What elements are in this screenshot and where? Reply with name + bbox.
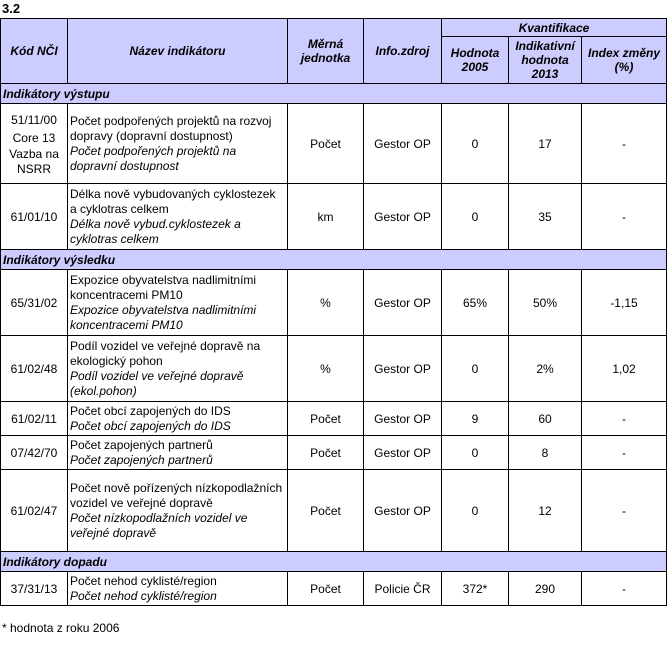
- cell-source: Gestor OP: [364, 270, 442, 336]
- cell-value-2005: 9: [442, 402, 509, 436]
- header-nazev: Název indikátoru: [68, 19, 288, 84]
- cell-source: Gestor OP: [364, 470, 442, 552]
- cell-index: -: [582, 572, 667, 606]
- cell-value-2013: 60: [509, 402, 582, 436]
- cell-name: Počet podpořených projektů na rozvoj dopravy (dopravní dostupnost) Počet podpořených projektů na dopravní dostupnost: [68, 104, 288, 184]
- cell-kod: 61/01/10: [1, 184, 68, 250]
- cell-kod: 37/31/13: [1, 572, 68, 606]
- cell-unit: %: [288, 336, 364, 402]
- section-vystupu: Indikátory výstupu: [1, 84, 667, 104]
- footnote: * hodnota z roku 2006: [2, 621, 120, 635]
- cell-value-2005: 0: [442, 436, 509, 470]
- header-info: Info.zdroj: [364, 19, 442, 84]
- cell-unit: Počet: [288, 436, 364, 470]
- cell-value-2005: 0: [442, 470, 509, 552]
- cell-source: Gestor OP: [364, 104, 442, 184]
- cell-value-2005: 0: [442, 184, 509, 250]
- cell-name: Počet obcí zapojených do IDS Počet obcí zapojených do IDS: [68, 402, 288, 436]
- cell-value-2013: 290: [509, 572, 582, 606]
- cell-index: -: [582, 184, 667, 250]
- cell-name: Podíl vozidel ve veřejné dopravě na ekologický pohon Podíl vozidel ve veřejné dopravě (ekol.pohon): [68, 336, 288, 402]
- cell-unit: Počet: [288, 104, 364, 184]
- cell-kod: 07/42/70: [1, 436, 68, 470]
- cell-value-2013: 17: [509, 104, 582, 184]
- cell-index: -: [582, 436, 667, 470]
- header-merna: Měrná jednotka: [288, 19, 364, 84]
- header-index: Index změny (%): [582, 37, 667, 84]
- cell-name: Počet zapojených partnerů Počet zapojených partnerů: [68, 436, 288, 470]
- cell-name: Počet nehod cyklisté/region Počet nehod cyklisté/region: [68, 572, 288, 606]
- cell-name: Délka nově vybudovaných cyklostezek a cyklotras celkem Délka nově vybud.cyklostezek a cyklotras celkem: [68, 184, 288, 250]
- cell-unit: km: [288, 184, 364, 250]
- section-vysledku: Indikátory výsledku: [1, 250, 667, 270]
- cell-kod: 61/02/47: [1, 470, 68, 552]
- cell-kod: 61/02/48: [1, 336, 68, 402]
- cell-index: -: [582, 402, 667, 436]
- table-row: [1, 402, 667, 436]
- cell-value-2013: 8: [509, 436, 582, 470]
- table-row: [1, 572, 667, 606]
- header-hodnota-2005: Hodnota 2005: [442, 37, 509, 84]
- table-row: [1, 270, 667, 336]
- table-row: [1, 104, 667, 184]
- section-dopadu: Indikátory dopadu: [1, 552, 667, 572]
- cell-value-2005: 65%: [442, 270, 509, 336]
- cell-index: -: [582, 470, 667, 552]
- cell-value-2013: 2%: [509, 336, 582, 402]
- cell-name: Počet nově pořízených nízkopodlažních vozidel ve veřejné dopravě Počet nízkopodlažních vozidel ve veřejné dopravě: [68, 470, 288, 552]
- cell-unit: Počet: [288, 470, 364, 552]
- cell-unit: Počet: [288, 572, 364, 606]
- cell-source: Policie ČR: [364, 572, 442, 606]
- cell-value-2013: 50%: [509, 270, 582, 336]
- table-row: [1, 336, 667, 402]
- cell-source: Gestor OP: [364, 184, 442, 250]
- cell-index: 1,02: [582, 336, 667, 402]
- table-row: [1, 436, 667, 470]
- section-number: 3.2: [2, 1, 21, 16]
- cell-index: -: [582, 104, 667, 184]
- cell-kod: 51/11/00 Core 13 Vazba na NSRR: [1, 104, 68, 184]
- table-row: [1, 184, 667, 250]
- header-kod: Kód NČI: [1, 19, 68, 84]
- cell-value-2005: 0: [442, 336, 509, 402]
- cell-value-2013: 12: [509, 470, 582, 552]
- cell-source: Gestor OP: [364, 402, 442, 436]
- cell-value-2005: 0: [442, 104, 509, 184]
- cell-kod: 61/02/11: [1, 402, 68, 436]
- cell-value-2013: 35: [509, 184, 582, 250]
- cell-source: Gestor OP: [364, 436, 442, 470]
- cell-value-2005: 372*: [442, 572, 509, 606]
- header-kvantifikace: Kvantifikace: [442, 19, 667, 37]
- cell-unit: %: [288, 270, 364, 336]
- cell-name: Expozice obyvatelstva nadlimitními koncentracemi PM10 Expozice obyvatelstva nadlimitními koncentracemi PM10: [68, 270, 288, 336]
- indicator-table: [0, 18, 667, 606]
- cell-unit: Počet: [288, 402, 364, 436]
- cell-source: Gestor OP: [364, 336, 442, 402]
- header-indikativni-2013: Indikativní hodnota 2013: [509, 37, 582, 84]
- table-row: [1, 470, 667, 552]
- cell-kod: 65/31/02: [1, 270, 68, 336]
- cell-index: -1,15: [582, 270, 667, 336]
